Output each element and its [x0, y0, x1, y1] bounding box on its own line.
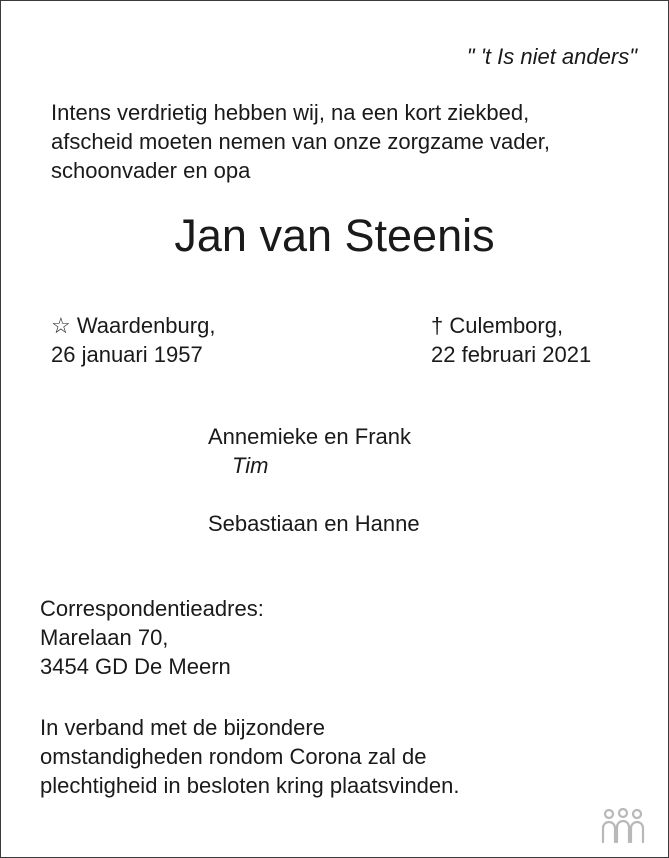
birth-info — [51, 311, 215, 369]
family-list — [208, 422, 420, 538]
family-grandchild: Tim — [232, 453, 269, 478]
family-couple: Annemieke en Frank — [208, 424, 411, 449]
notice-line: In verband met de bijzondere — [40, 715, 325, 740]
cross-icon: † — [431, 313, 444, 338]
people-group-icon — [599, 808, 647, 844]
address-street: Marelaan 70, — [40, 625, 169, 650]
intro-line: Intens verdrietig hebben wij, na een kort ziekbed, — [51, 100, 530, 125]
family-couple: Sebastiaan en Hanne — [208, 511, 420, 536]
deceased-name: Jan van Steenis — [174, 210, 495, 261]
death-place: Culemborg, — [449, 313, 564, 338]
spacer — [208, 480, 420, 509]
intro-line: schoonvader en opa — [51, 158, 251, 183]
correspondence-address — [40, 594, 264, 681]
star-icon: ☆ — [51, 313, 71, 338]
notice-line: plechtigheid in besloten kring plaatsvinden. — [40, 773, 460, 798]
motto: " 't Is niet anders" — [466, 44, 637, 69]
intro-line: afscheid moeten nemen van onze zorgzame vader, — [51, 129, 550, 154]
address-label: Correspondentieadres: — [40, 596, 264, 621]
death-date: 22 februari 2021 — [431, 342, 592, 367]
ceremony-notice — [40, 713, 460, 800]
birth-date: 26 januari 1957 — [51, 342, 203, 367]
intro-text — [51, 98, 550, 185]
address-city: 3454 GD De Meern — [40, 654, 231, 679]
birth-place: Waardenburg, — [76, 313, 216, 338]
death-info — [431, 311, 591, 369]
notice-line: omstandigheden rondom Corona zal de — [40, 744, 427, 769]
